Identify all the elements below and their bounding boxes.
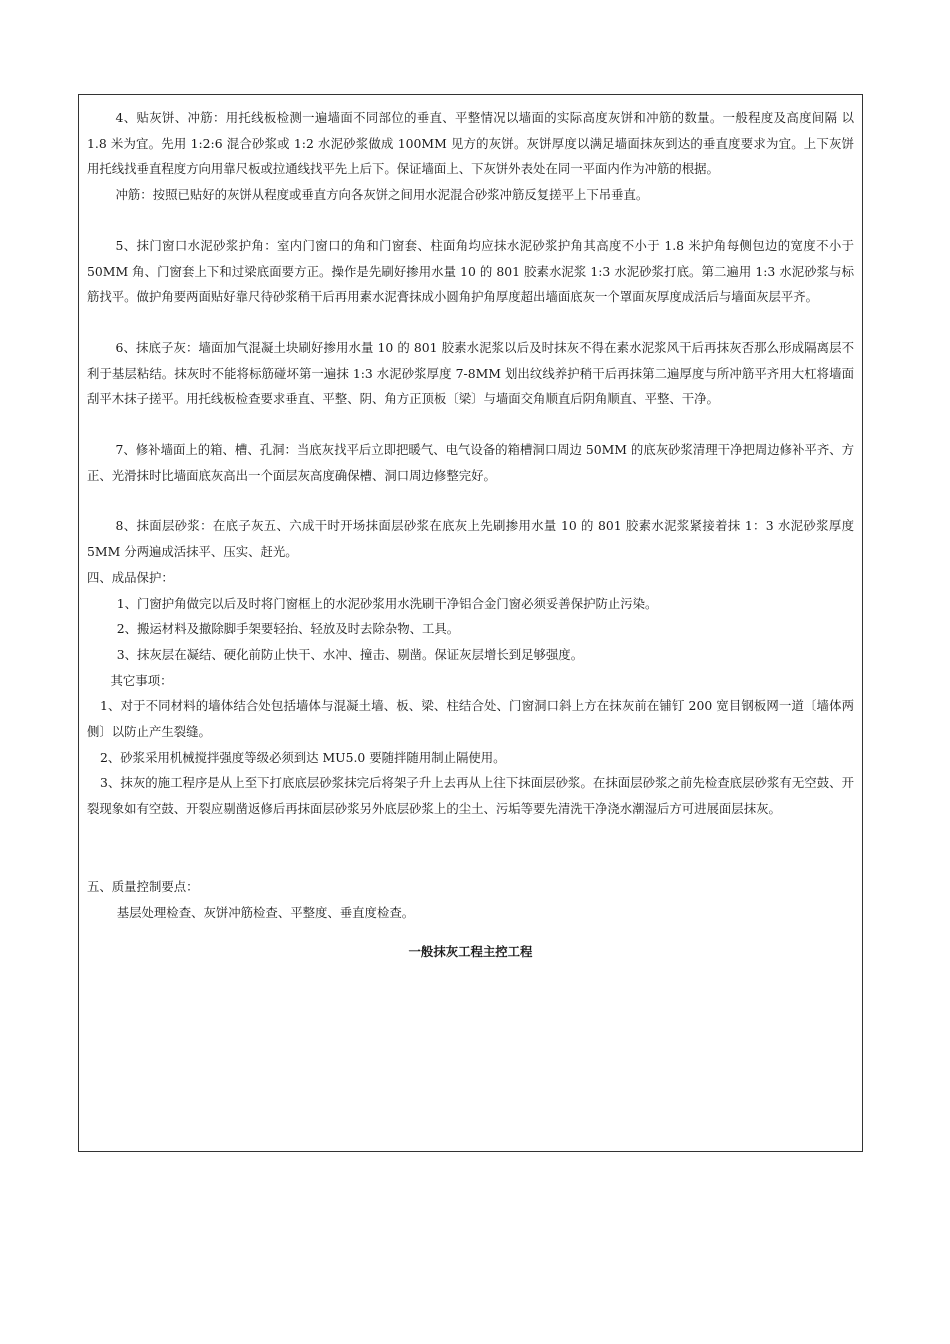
document-frame [78,94,863,1152]
other-item: 3、抹灰的施工程序是从上至下打底底层砂浆抹完后将架子升上去再从上往下抹面层砂浆。在抹面层砂浆之前先检查底层砂浆有无空鼓、开裂现象如有空鼓、开裂应剔凿返修后再抹面层砂浆另外底层砂浆上的尘土、污垢等要先清洗干净浇水潮湿后方可进展面层抹灰。 [87,775,854,817]
other-item: 2、砂浆采用机械搅拌强度等级必须到达 MU5.0 要随拌随用制止隔使用。 [100,749,506,765]
step-6-paragraph: 6、抹底子灰：墙面加气混凝土块刷好掺用水量 10 的 801 胶素水泥浆以后及时抹灰不得在素水泥浆风干后再抹灰否那么形成隔离层不利于基层粘结。抹灰时不能将标筋碰坏第一遍抹 1:3 水泥砂浆厚度 7-8MM 划出纹线养护稍干后再抹第二遍厚度与所冲筋平齐用大杠将墙面刮平木抹子搓平。用托线板检查要求垂直、平整、阴、角方正顶板〔梁〕与墙面交角顺直后阴角顺直、平整、干净。 [87,339,854,407]
step-5-paragraph: 5、抹门窗口水泥砂浆护角：室内门窗口的角和门窗套、柱面角均应抹水泥砂浆护角其高度不小于 1.8 米护角每侧包边的宽度不小于 50MM 角、门窗套上下和过梁底面要方正。操作是先刷好掺用水量 10 的 801 胶素水泥浆 1:3 水泥砂浆打底。第二遍用 1:3 水泥砂浆与标筋找平。做护角要两面贴好靠尺待砂浆稍干后再用素水泥膏抹成小圆角护角厚度超出墙面底灰一个罩面灰厚度成活后与墙面灰层平齐。 [87,237,854,305]
section-5-heading: 五、质量控制要点： [87,878,199,894]
other-item: 1、对于不同材料的墙体结合处包括墙体与混凝土墙、板、梁、柱结合处、门窗洞口斜上方在抹灰前在铺钉 200 宽目钢板网一道〔墙体两侧〕以防止产生裂缝。 [87,698,854,740]
step-7-paragraph: 7、修补墙面上的箱、槽、孔洞：当底灰找平后立即把暖气、电气设备的箱槽洞口周边 50MM 的底灰砂浆清理干净把周边修补平齐、方正、光滑抹时比墙面底灰高出一个面层灰高度确保槽、洞口周边修整完好。 [87,442,854,483]
section-4-heading: 四、成品保护： [87,569,174,585]
protect-item: 3、抹灰层在凝结、硬化前防止快干、水冲、撞击、剔凿。保证灰层增长到足够强度。 [116,646,584,662]
step-4-ribs-paragraph: 冲筋：按照已贴好的灰饼从程度或垂直方向各灰饼之间用水泥混合砂浆冲筋反复搓平上下吊垂直。 [115,187,649,203]
document-content [87,105,854,965]
protect-item: 2、搬运材料及撤除脚手架要轻抬、轻放及时去除杂物、工具。 [116,621,460,637]
section-title: 一般抹灰工程主控工程 [408,944,533,960]
step-4-paragraph: 4、贴灰饼、冲筋：用托线板检测一遍墙面不同部位的垂直、平整情况以墙面的实际高度灰饼和冲筋的数量。一般程度及高度间隔 以 1.8 米为宜。先用 1:2:6 混合砂浆或 1:2 水泥砂浆做成 100MM 见方的灰饼。灰饼厚度以满足墙面抹灰到达的垂直度要求为宜。上下灰饼用托线找垂直程度方向用靠尺板或拉通线找平先上后下。保证墙面上、下灰饼外表处在同一平面内作为冲筋的根据。 [87,110,854,177]
step-8-paragraph: 8、抹面层砂浆：在底子灰五、六成干时开场抹面层砂浆在底灰上先刷掺用水量 10 的 801 胶素水泥浆紧接着抹 1：3 水泥砂浆厚度 5MM 分两遍成活抹平、压实、赶光。 [87,518,854,560]
quality-points: 基层处理检查、灰饼冲筋检查、平整度、垂直度检查。 [116,904,415,920]
other-matters-heading: 其它事项： [110,672,173,688]
protect-item: 1、门窗护角做完以后及时将门窗框上的水泥砂浆用水洗刷干净铝合金门窗必须妥善保护防止污染。 [116,595,658,611]
